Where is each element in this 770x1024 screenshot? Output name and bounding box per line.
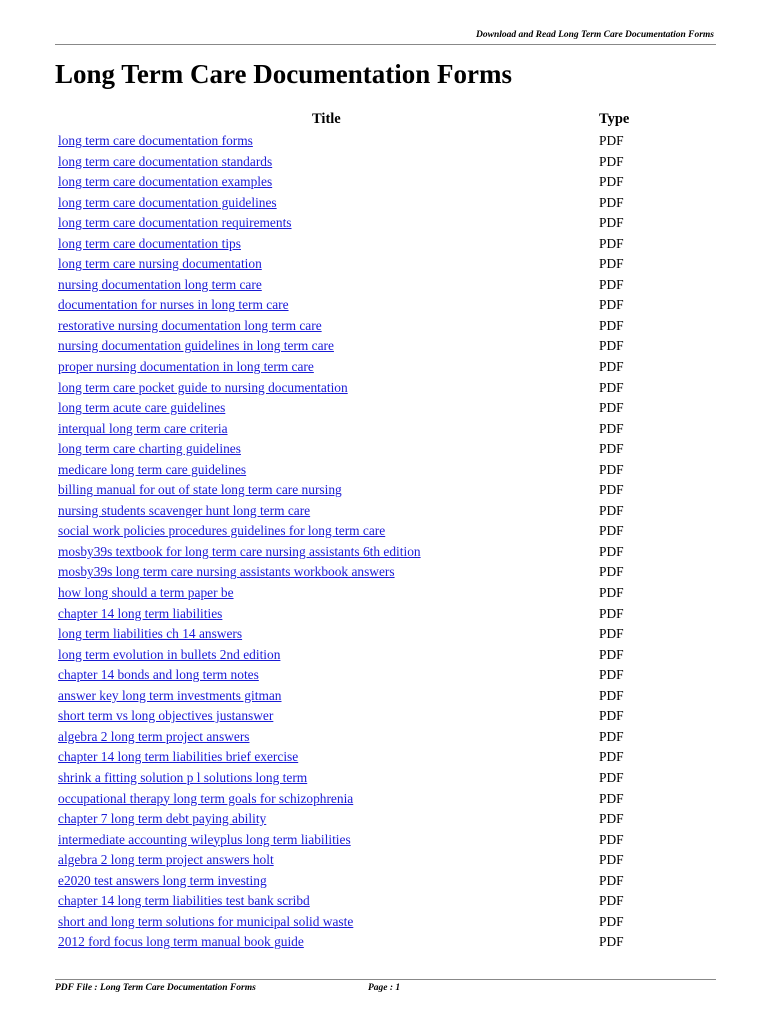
document-link[interactable]: long term care pocket guide to nursing documentation	[58, 379, 348, 395]
document-link[interactable]: shrink a fitting solution p l solutions long term	[58, 769, 308, 785]
document-link[interactable]: nursing documentation guidelines in long term care	[58, 338, 334, 354]
list-item	[0, 336, 770, 357]
document-type: PDF	[599, 769, 624, 785]
document-link[interactable]: medicare long term care guidelines	[58, 461, 247, 477]
document-type: PDF	[599, 585, 624, 601]
list-item	[0, 932, 770, 953]
document-type: PDF	[599, 564, 624, 580]
list-item	[0, 562, 770, 583]
list-item	[0, 193, 770, 214]
document-link[interactable]: documentation for nurses in long term care	[58, 297, 289, 313]
document-type: PDF	[599, 687, 624, 703]
document-link[interactable]: mosby39s textbook for long term care nursing assistants 6th edition	[58, 543, 421, 559]
document-type: PDF	[599, 276, 624, 292]
list-item	[0, 460, 770, 481]
document-type: PDF	[599, 667, 624, 683]
document-type: PDF	[599, 379, 624, 395]
document-link[interactable]: restorative nursing documentation long term care	[58, 317, 322, 333]
document-link[interactable]: long term care nursing documentation	[58, 256, 262, 272]
list-item	[0, 419, 770, 440]
list-item	[0, 871, 770, 892]
document-type: PDF	[599, 482, 624, 498]
document-link[interactable]: long term acute care guidelines	[58, 400, 226, 416]
list-item	[0, 686, 770, 707]
list-item	[0, 234, 770, 255]
document-link[interactable]: long term liabilities ch 14 answers	[58, 626, 243, 642]
document-type: PDF	[599, 461, 624, 477]
document-type: PDF	[599, 400, 624, 416]
document-type: PDF	[599, 811, 624, 827]
column-header-title: Title	[312, 111, 341, 127]
document-type: PDF	[599, 441, 624, 457]
document-type: PDF	[599, 852, 624, 868]
document-type: PDF	[599, 153, 624, 169]
document-link[interactable]: occupational therapy long term goals for schizophrenia	[58, 790, 354, 806]
document-type: PDF	[599, 646, 624, 662]
list-item	[0, 665, 770, 686]
document-type: PDF	[599, 297, 624, 313]
list-item	[0, 357, 770, 378]
document-list	[0, 131, 770, 953]
document-type: PDF	[599, 235, 624, 251]
footer-page-number: Page : 1	[368, 983, 401, 993]
document-link[interactable]: interqual long term care criteria	[58, 420, 228, 436]
list-item	[0, 131, 770, 152]
list-item	[0, 398, 770, 419]
footer-file-label: PDF File : Long Term Care Documentation Forms	[55, 983, 256, 993]
document-type: PDF	[599, 831, 624, 847]
document-type: PDF	[599, 359, 624, 375]
document-type: PDF	[599, 708, 624, 724]
list-item	[0, 809, 770, 830]
document-link[interactable]: long term care documentation forms	[58, 133, 253, 148]
document-link[interactable]: billing manual for out of state long term care nursing	[58, 482, 342, 498]
document-link[interactable]: chapter 7 long term debt paying ability	[58, 811, 267, 827]
document-link[interactable]: social work policies procedures guidelines for long term care	[58, 523, 386, 539]
document-link[interactable]: e2020 test answers long term investing	[58, 872, 267, 888]
list-item	[0, 480, 770, 501]
document-link[interactable]: mosby39s long term care nursing assistants workbook answers	[58, 564, 395, 580]
header-text: Download and Read Long Term Care Documentation Forms	[476, 30, 714, 40]
document-type: PDF	[599, 934, 624, 950]
document-type: PDF	[599, 420, 624, 436]
document-type: PDF	[599, 194, 624, 210]
header-divider	[55, 44, 716, 45]
list-item	[0, 295, 770, 316]
list-item	[0, 316, 770, 337]
document-link[interactable]: nursing documentation long term care	[58, 276, 262, 292]
document-link[interactable]: how long should a term paper be	[58, 585, 234, 601]
document-type: PDF	[599, 872, 624, 888]
document-link[interactable]: long term care documentation examples	[58, 174, 273, 190]
document-type: PDF	[599, 256, 624, 272]
column-header-type: Type	[599, 111, 630, 127]
document-link[interactable]: intermediate accounting wileyplus long term liabilities	[58, 831, 351, 847]
document-link[interactable]: chapter 14 long term liabilities brief exercise	[58, 749, 299, 765]
document-type: PDF	[599, 174, 624, 190]
document-type: PDF	[599, 338, 624, 354]
document-link[interactable]: long term care documentation guidelines	[58, 194, 277, 210]
document-type: PDF	[599, 749, 624, 765]
footer-divider	[55, 979, 716, 980]
page-title: Long Term Care Documentation Forms	[55, 59, 512, 89]
document-type: PDF	[599, 790, 624, 806]
document-type: PDF	[599, 133, 624, 148]
document-type: PDF	[599, 502, 624, 518]
list-item	[0, 213, 770, 234]
document-link[interactable]: proper nursing documentation in long term care	[58, 359, 314, 375]
document-link[interactable]: long term care charting guidelines	[58, 441, 241, 457]
list-item	[0, 645, 770, 666]
document-type: PDF	[599, 728, 624, 744]
document-link[interactable]: answer key long term investments gitman	[58, 687, 282, 703]
list-item	[0, 439, 770, 460]
document-type: PDF	[599, 543, 624, 559]
list-item	[0, 378, 770, 399]
list-item	[0, 275, 770, 296]
document-type: PDF	[599, 893, 624, 909]
list-item	[0, 624, 770, 645]
list-item	[0, 830, 770, 851]
document-type: PDF	[599, 913, 624, 929]
list-item	[0, 542, 770, 563]
list-item	[0, 172, 770, 193]
document-link[interactable]: long term evolution in bullets 2nd edition	[58, 646, 281, 662]
document-link[interactable]: algebra 2 long term project answers holt	[58, 852, 274, 868]
document-link[interactable]: long term care documentation standards	[58, 153, 273, 169]
document-link[interactable]: chapter 14 long term liabilities	[58, 605, 223, 621]
document-link[interactable]: nursing students scavenger hunt long term care	[58, 502, 311, 518]
list-item	[0, 727, 770, 748]
document-link[interactable]: chapter 14 bonds and long term notes	[58, 667, 259, 683]
document-link[interactable]: algebra 2 long term project answers	[58, 728, 250, 744]
document-type: PDF	[599, 215, 624, 231]
document-link[interactable]: long term care documentation tips	[58, 235, 241, 251]
list-item	[0, 501, 770, 522]
document-link[interactable]: long term care documentation requirements	[58, 215, 292, 231]
document-link[interactable]: chapter 14 long term liabilities test bank scribd	[58, 893, 310, 909]
list-item	[0, 521, 770, 542]
list-item	[0, 254, 770, 275]
document-type: PDF	[599, 605, 624, 621]
list-item	[0, 706, 770, 727]
list-item	[0, 583, 770, 604]
document-link[interactable]: short and long term solutions for municipal solid waste	[58, 913, 354, 929]
list-item	[0, 789, 770, 810]
document-type: PDF	[599, 626, 624, 642]
document-link[interactable]: 2012 ford focus long term manual book guide	[58, 934, 304, 950]
list-item	[0, 850, 770, 871]
list-item	[0, 891, 770, 912]
document-type: PDF	[599, 317, 624, 333]
list-item	[0, 604, 770, 625]
document-link[interactable]: short term vs long objectives justanswer	[58, 708, 274, 724]
list-item	[0, 912, 770, 933]
list-item	[0, 152, 770, 173]
list-item	[0, 747, 770, 768]
list-item	[0, 768, 770, 789]
document-type: PDF	[599, 523, 624, 539]
